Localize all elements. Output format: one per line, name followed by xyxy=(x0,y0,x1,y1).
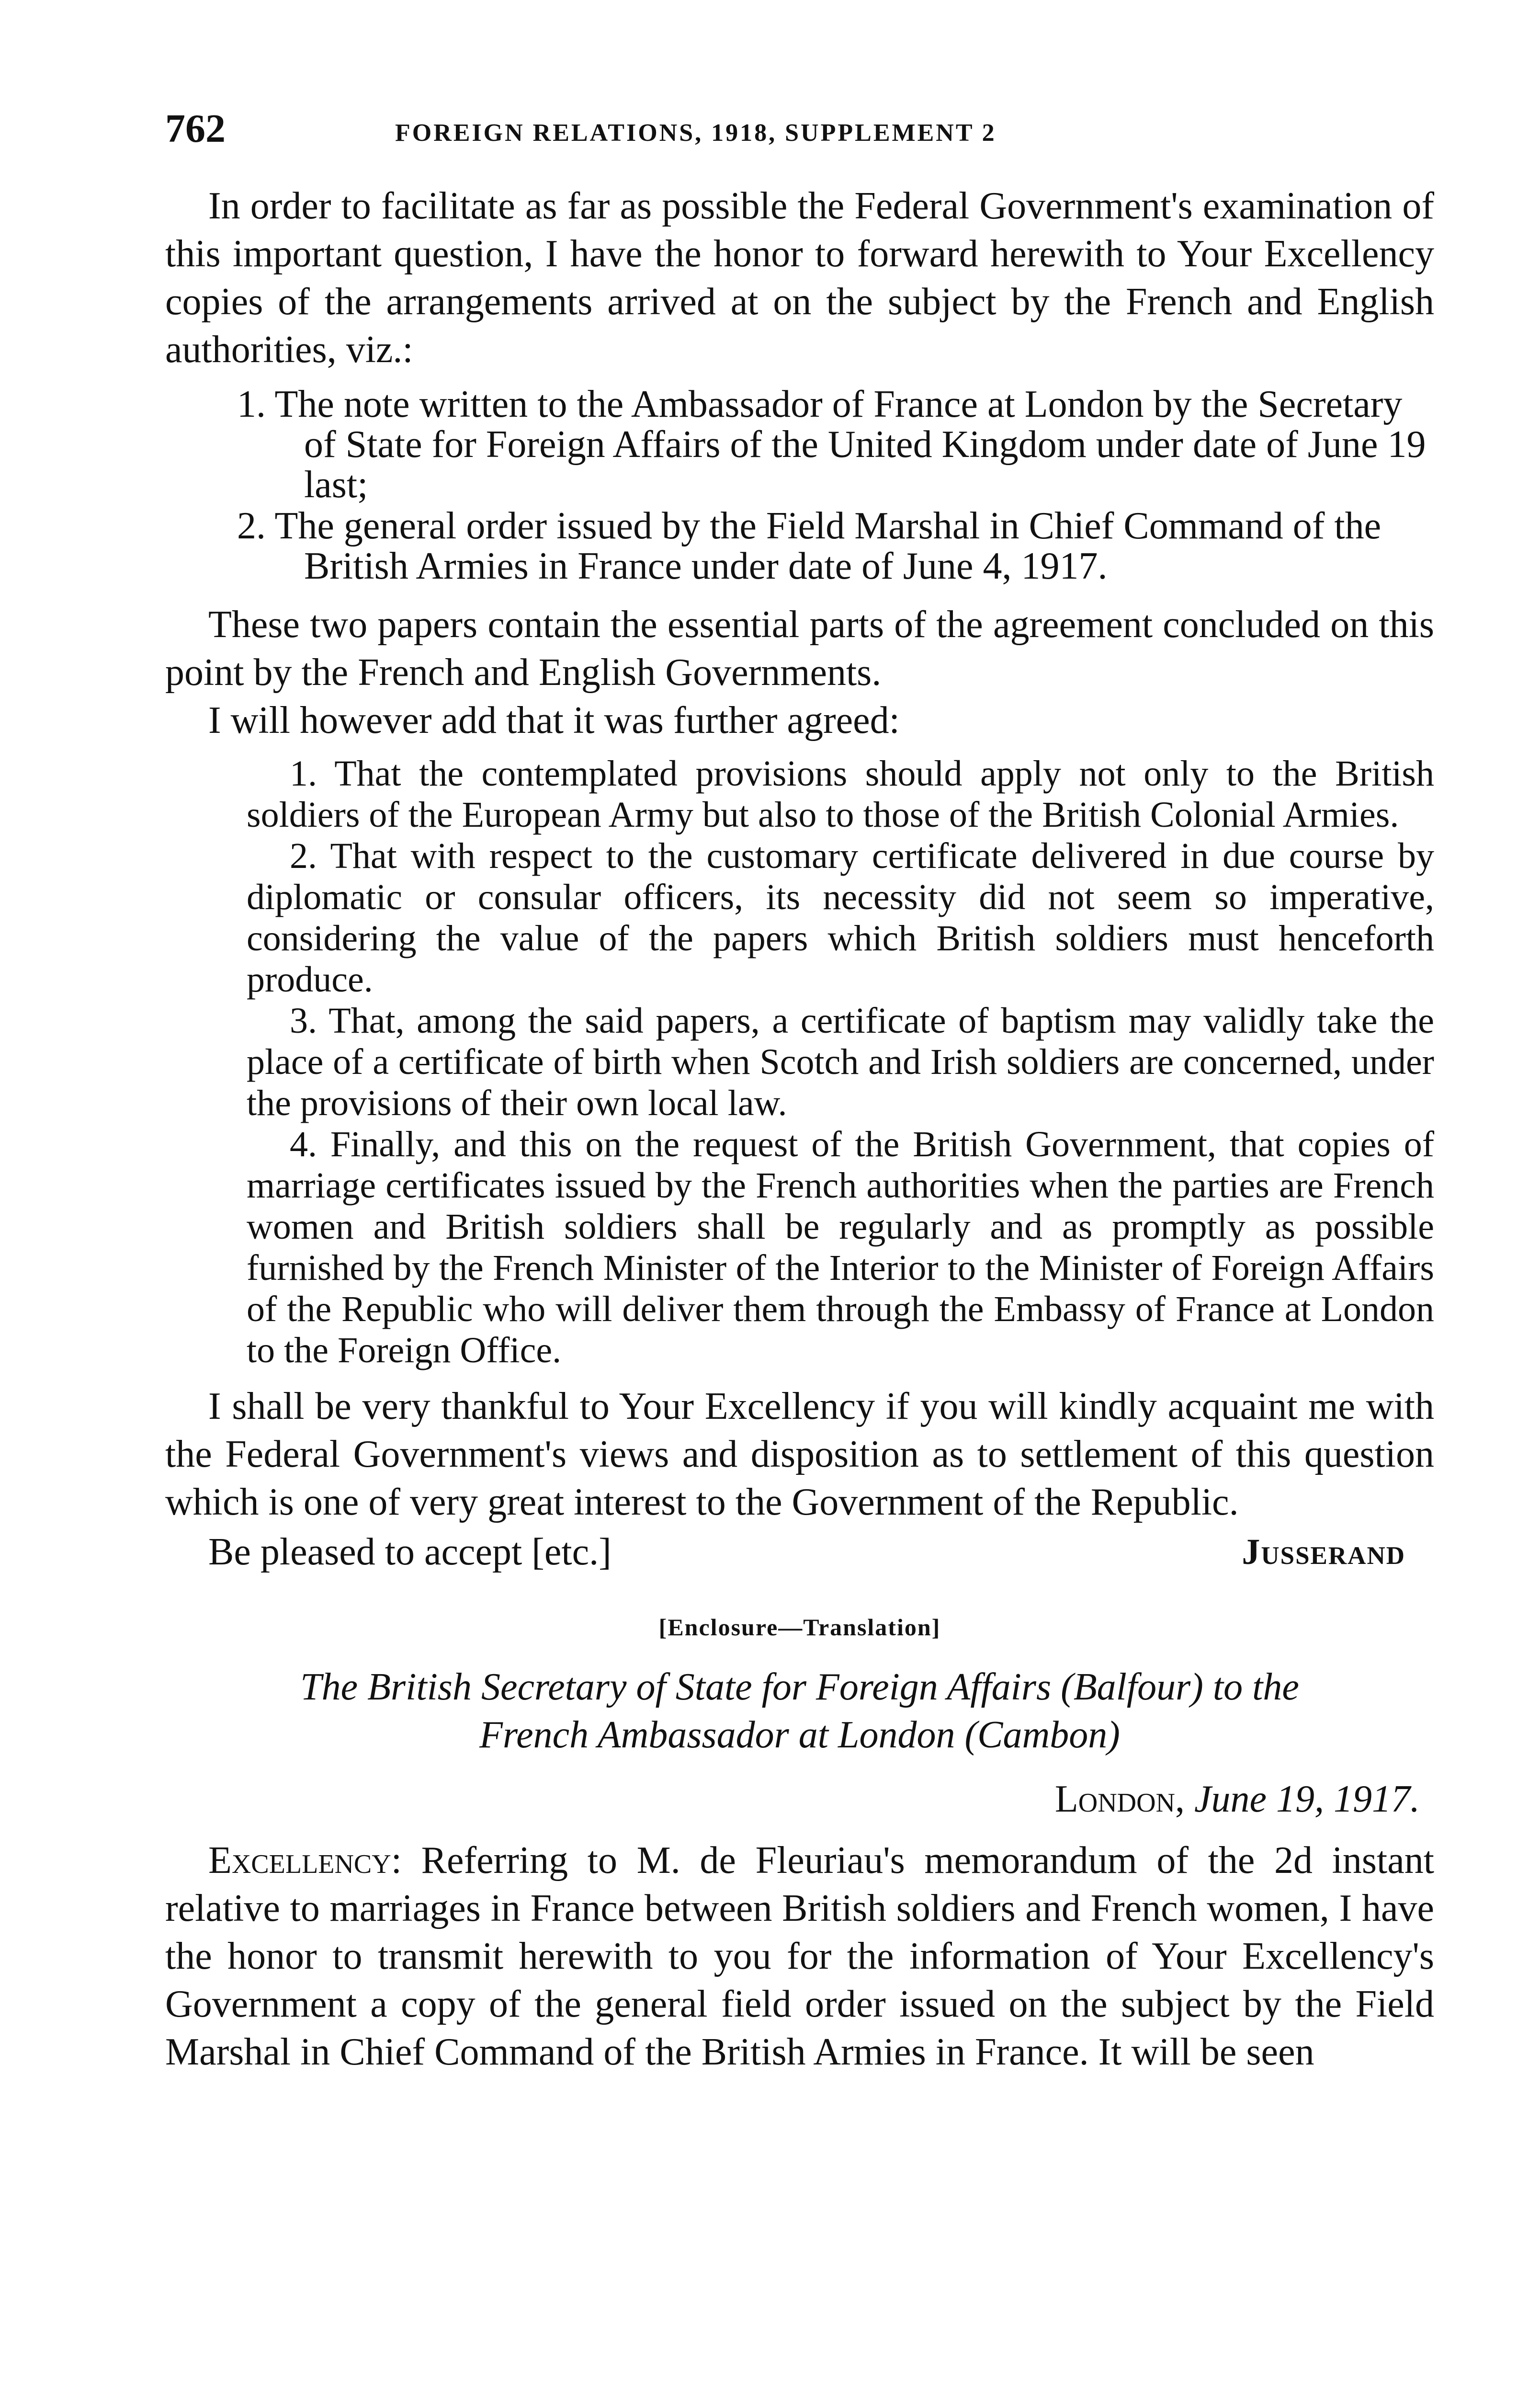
enclosures-list xyxy=(237,384,1434,586)
letter-body: Referring to M. de Fleuriau's memorandum of the 2d instant relative to marriages in France between British soldiers and French women, I have the honor to transmit herewith to you for the information of Your Excellency's Government a copy of the general field order issued on the subject by the Field Marshal in Chief Command of the British Armies in France. It will be seen xyxy=(165,1839,1435,2073)
agreed-points xyxy=(247,753,1434,1371)
dateline-date: June 19, 1917. xyxy=(1194,1778,1420,1820)
enclosure-title-line: French Ambassador at London (Cambon) xyxy=(479,1714,1120,1756)
intro-paragraph: In order to facilitate as far as possible the Federal Government's examination of this important question, I have the honor to forward herewith to Your Excellency copies of the arrangements arrived at on the subject by the French and English authorities, viz.: xyxy=(165,185,1434,371)
letter-paragraph xyxy=(165,1836,1434,2076)
list-item: 4. Finally, and this on the request of the British Government, that copies of marriage certificates issued by the French authorities when the parties are French women and British soldiers shall be regularly and as promptly as possible furnished by the French Minister of the Interior to the Minister of Foreign Affairs of the Republic who will deliver them through the Embassy of France at London to the Foreign Office. xyxy=(247,1124,1434,1370)
page-number: 762 xyxy=(165,106,226,151)
dateline-city: London, xyxy=(1054,1778,1185,1820)
enclosure-title-line: The British Secretary of State for Foreign Affairs (Balfour) to the xyxy=(300,1666,1299,1708)
agreement-paragraph: These two papers contain the essential parts of the agreement concluded on this point by the French and English Governments. xyxy=(165,604,1434,694)
page-body xyxy=(165,182,1434,2076)
closing-text: Be pleased to accept [etc.] xyxy=(208,1531,611,1573)
list-item: 2. That with respect to the customary certificate delivered in due course by diplomatic or consular officers, its necessity did not seem so imperative, considering the value of the papers which British soldiers must henceforth produce. xyxy=(247,836,1434,1000)
enclosure-label: [Enclosure—Translation] xyxy=(658,1614,941,1641)
closing-line xyxy=(165,1528,1434,1576)
list-item: 3. That, among the said papers, a certificate of baptism may validly take the place of a certificate of birth when Scotch and Irish soldiers are concerned, under the provisions of their own local law. xyxy=(247,1001,1434,1123)
list-item: 2. The general order issued by the Field Marshal in Chief Command of the British Armies in France under date of June 4, 1917. xyxy=(237,505,1381,587)
signature: Jusserand xyxy=(1242,1532,1405,1572)
dateline xyxy=(165,1775,1434,1823)
page-header xyxy=(165,105,1434,163)
running-head: FOREIGN RELATIONS, 1918, SUPPLEMENT 2 xyxy=(395,119,996,147)
enclosure-title xyxy=(165,1663,1434,1759)
salutation: Excellency: xyxy=(208,1839,402,1882)
list-item: 1. That the contemplated provisions should apply not only to the British soldiers of the European Army but also to those of the British Colonial Armies. xyxy=(247,753,1434,835)
further-agreed-line: I will however add that it was further agreed: xyxy=(208,699,900,741)
thankful-paragraph: I shall be very thankful to Your Excellency if you will kindly acquaint me with the Federal Government's views and disposition as to settlement of this question which is one of very great interest to the Government of the Republic. xyxy=(165,1385,1434,1523)
list-item: 1. The note written to the Ambassador of France at London by the Secretary of State for Foreign Affairs of the United Kingdom under date of June 19 last; xyxy=(237,383,1426,506)
